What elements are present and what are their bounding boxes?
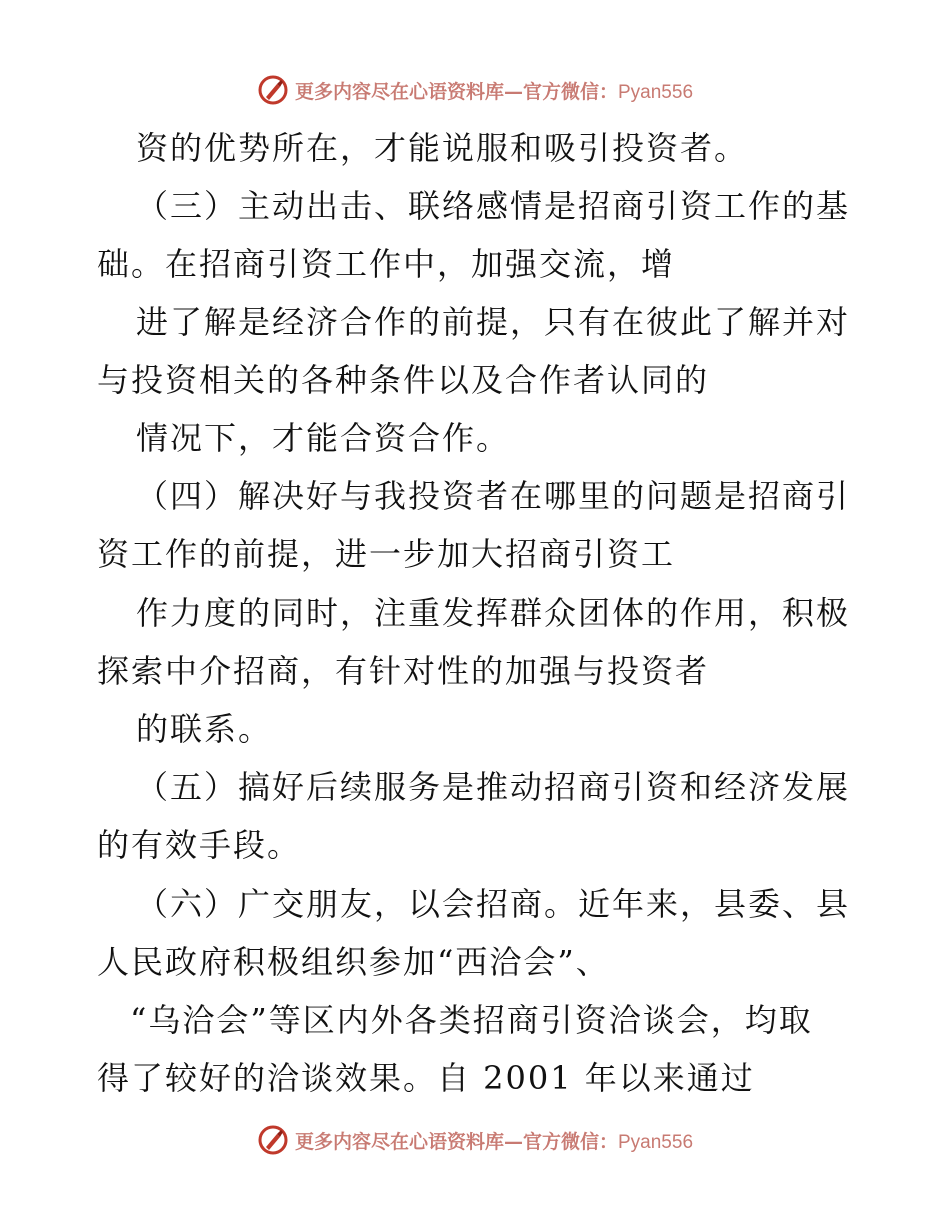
text-line: 础。在招商引资工作中，加强交流，增 xyxy=(97,245,676,283)
text-line: （六）广交朋友，以会招商。近年来，县委、县 xyxy=(136,885,851,923)
watermark-text: 更多内容尽在心语资料库—官方微信：Pyan556 xyxy=(294,1130,694,1153)
text-line: （三）主动出击、联络感情是招商引资工作的基 xyxy=(136,187,851,225)
text-line: 的有效手段。 xyxy=(97,826,302,864)
text-line: 的联系。 xyxy=(136,710,273,748)
text-line: 资的优势所在，才能说服和吸引投资者。 xyxy=(136,129,749,167)
text-line: 作力度的同时，注重发挥群众团体的作用，积极 xyxy=(136,594,851,632)
pen-logo-icon xyxy=(257,1124,289,1156)
text-line: “乌洽会”等区内外各类招商引资洽谈会，均取 xyxy=(130,1001,813,1039)
text-line: 人民政府积极组织参加“西洽会”、 xyxy=(97,943,610,981)
text-line: （五）搞好后续服务是推动招商引资和经济发展 xyxy=(136,768,851,806)
watermark-id: Pyan556 xyxy=(618,1131,694,1153)
header-watermark xyxy=(0,70,950,110)
text-line: 得了较好的洽谈效果。自 2001 年以来通过 xyxy=(97,1059,755,1097)
text-line: 进了解是经济合作的前提，只有在彼此了解并对 xyxy=(136,303,851,341)
text-line: （四）解决好与我投资者在哪里的问题是招商引 xyxy=(136,477,851,515)
text-line: 资工作的前提，进一步加大招商引资工 xyxy=(97,535,676,573)
text-line: 情况下，才能合资合作。 xyxy=(136,419,511,457)
footer-watermark xyxy=(0,1120,950,1160)
text-line: 探索中介招商，有针对性的加强与投资者 xyxy=(97,652,710,690)
watermark-text: 更多内容尽在心语资料库—官方微信：Pyan556 xyxy=(294,80,694,103)
text-line: 与投资相关的各种条件以及合作者认同的 xyxy=(97,361,710,399)
pen-logo-icon xyxy=(257,74,289,106)
watermark-id: Pyan556 xyxy=(618,81,694,103)
